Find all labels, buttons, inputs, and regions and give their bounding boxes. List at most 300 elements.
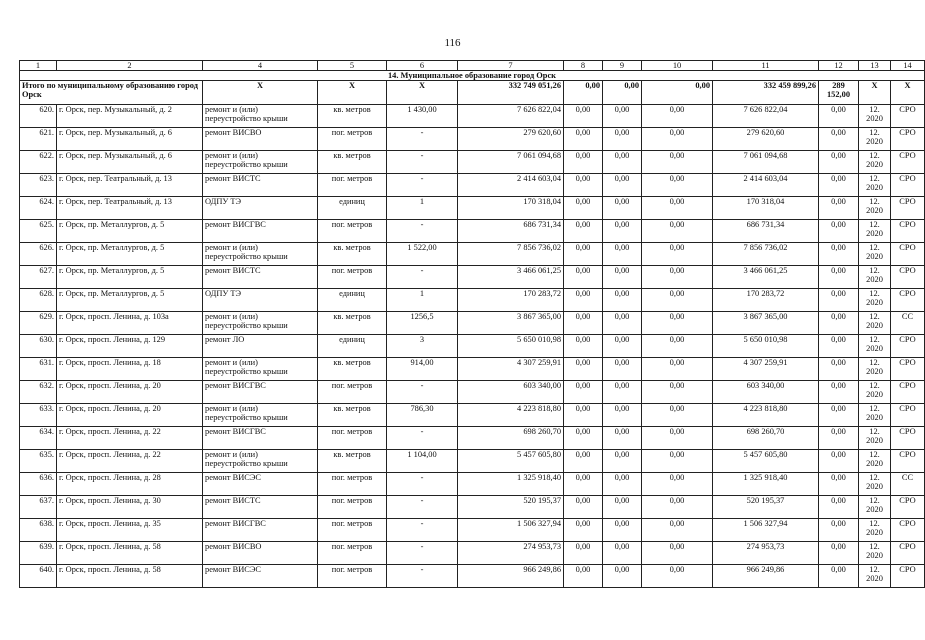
total-cell: X xyxy=(203,81,318,105)
unit-cell: кв. метров xyxy=(318,358,387,381)
work-type-cell: ремонт ВИСГВС xyxy=(203,220,318,243)
completion-date-cell: 12. 2020 xyxy=(859,404,891,427)
funding-cell: 0,00 xyxy=(564,450,603,473)
row-number: 623. xyxy=(20,174,57,197)
funding-cell: 0,00 xyxy=(603,151,642,174)
fund-cost-cell: 698 260,70 xyxy=(713,427,819,450)
table-row xyxy=(20,151,925,174)
total-cost-cell: 1 325 918,40 xyxy=(458,473,564,496)
column-number: 12 xyxy=(819,61,859,71)
total-cell: 332 459 899,26 xyxy=(713,81,819,105)
funding-cell: 0,00 xyxy=(642,174,713,197)
quantity-cell: 1256,5 xyxy=(387,312,458,335)
address-cell: г. Орск, просп. Ленина, д. 30 xyxy=(57,496,203,519)
completion-date-cell: 12. 2020 xyxy=(859,542,891,565)
fund-cost-cell: 1 506 327,94 xyxy=(713,519,819,542)
unit-cell: единиц xyxy=(318,289,387,312)
table-row xyxy=(20,381,925,404)
address-cell: г. Орск, просп. Ленина, д. 58 xyxy=(57,542,203,565)
funding-cell: 0,00 xyxy=(564,473,603,496)
fund-cost-cell: 4 223 818,80 xyxy=(713,404,819,427)
other-funding-cell: 0,00 xyxy=(819,266,859,289)
method-cell: СРО xyxy=(891,496,925,519)
row-number: 639. xyxy=(20,542,57,565)
row-number: 640. xyxy=(20,565,57,588)
unit-cell: единиц xyxy=(318,197,387,220)
funding-cell: 0,00 xyxy=(603,381,642,404)
other-funding-cell: 0,00 xyxy=(819,151,859,174)
fund-cost-cell: 170 318,04 xyxy=(713,197,819,220)
quantity-cell: 786,30 xyxy=(387,404,458,427)
row-number: 634. xyxy=(20,427,57,450)
fund-cost-cell: 3 466 061,25 xyxy=(713,266,819,289)
funding-cell: 0,00 xyxy=(603,335,642,358)
unit-cell: кв. метров xyxy=(318,312,387,335)
unit-cell: пог. метров xyxy=(318,128,387,151)
funding-cell: 0,00 xyxy=(564,496,603,519)
total-cost-cell: 4 223 818,80 xyxy=(458,404,564,427)
unit-cell: кв. метров xyxy=(318,404,387,427)
total-cost-cell: 2 414 603,04 xyxy=(458,174,564,197)
completion-date-cell: 12. 2020 xyxy=(859,358,891,381)
work-type-cell: ремонт и (или) переустройство крыши xyxy=(203,358,318,381)
method-cell: СРО xyxy=(891,174,925,197)
other-funding-cell: 0,00 xyxy=(819,289,859,312)
address-cell: г. Орск, просп. Ленина, д. 58 xyxy=(57,565,203,588)
completion-date-cell: 12. 2020 xyxy=(859,519,891,542)
address-cell: г. Орск, пер. Музыкальный, д. 6 xyxy=(57,128,203,151)
fund-cost-cell: 274 953,73 xyxy=(713,542,819,565)
completion-date-cell: 12. 2020 xyxy=(859,565,891,588)
funding-cell: 0,00 xyxy=(642,266,713,289)
unit-cell: кв. метров xyxy=(318,151,387,174)
quantity-cell: - xyxy=(387,174,458,197)
funding-cell: 0,00 xyxy=(642,197,713,220)
completion-date-cell: 12. 2020 xyxy=(859,473,891,496)
table-row xyxy=(20,105,925,128)
funding-cell: 0,00 xyxy=(642,220,713,243)
funding-cell: 0,00 xyxy=(564,197,603,220)
funding-cell: 0,00 xyxy=(564,220,603,243)
table-row xyxy=(20,220,925,243)
quantity-cell: 914,00 xyxy=(387,358,458,381)
column-number: 13 xyxy=(859,61,891,71)
method-cell: СРО xyxy=(891,358,925,381)
table-row xyxy=(20,289,925,312)
total-cost-cell: 1 506 327,94 xyxy=(458,519,564,542)
funding-cell: 0,00 xyxy=(603,289,642,312)
table-row xyxy=(20,427,925,450)
column-number: 5 xyxy=(318,61,387,71)
address-cell: г. Орск, пер. Театральный, д. 13 xyxy=(57,174,203,197)
completion-date-cell: 12. 2020 xyxy=(859,266,891,289)
work-type-cell: ремонт и (или) переустройство крыши xyxy=(203,312,318,335)
method-cell: СС xyxy=(891,473,925,496)
funding-cell: 0,00 xyxy=(603,496,642,519)
fund-cost-cell: 966 249,86 xyxy=(713,565,819,588)
funding-cell: 0,00 xyxy=(642,358,713,381)
total-cost-cell: 7 856 736,02 xyxy=(458,243,564,266)
method-cell: СРО xyxy=(891,105,925,128)
row-number: 631. xyxy=(20,358,57,381)
work-type-cell: ОДПУ ТЭ xyxy=(203,289,318,312)
address-cell: г. Орск, просп. Ленина, д. 22 xyxy=(57,427,203,450)
row-number: 621. xyxy=(20,128,57,151)
section-title: 14. Муниципальное образование город Орск xyxy=(20,71,925,81)
funding-cell: 0,00 xyxy=(603,542,642,565)
table-row xyxy=(20,542,925,565)
funding-cell: 0,00 xyxy=(603,565,642,588)
work-type-cell: ремонт ВИСГВС xyxy=(203,519,318,542)
column-number: 2 xyxy=(57,61,203,71)
work-type-cell: ремонт ВИСВО xyxy=(203,542,318,565)
table-row xyxy=(20,243,925,266)
funding-cell: 0,00 xyxy=(642,542,713,565)
funding-cell: 0,00 xyxy=(564,243,603,266)
funding-cell: 0,00 xyxy=(642,519,713,542)
row-number: 628. xyxy=(20,289,57,312)
funding-cell: 0,00 xyxy=(642,381,713,404)
quantity-cell: 1 xyxy=(387,289,458,312)
column-number: 14 xyxy=(891,61,925,71)
total-cost-cell: 966 249,86 xyxy=(458,565,564,588)
completion-date-cell: 12. 2020 xyxy=(859,496,891,519)
funding-cell: 0,00 xyxy=(642,404,713,427)
address-cell: г. Орск, просп. Ленина, д. 103а xyxy=(57,312,203,335)
row-number: 638. xyxy=(20,519,57,542)
column-number: 10 xyxy=(642,61,713,71)
quantity-cell: 1 522,00 xyxy=(387,243,458,266)
page-number: 116 xyxy=(444,37,461,49)
method-cell: СРО xyxy=(891,289,925,312)
other-funding-cell: 0,00 xyxy=(819,450,859,473)
funding-cell: 0,00 xyxy=(564,335,603,358)
funding-cell: 0,00 xyxy=(564,128,603,151)
fund-cost-cell: 1 325 918,40 xyxy=(713,473,819,496)
funding-cell: 0,00 xyxy=(603,358,642,381)
table-row xyxy=(20,197,925,220)
work-type-cell: ремонт и (или) переустройство крыши xyxy=(203,151,318,174)
completion-date-cell: 12. 2020 xyxy=(859,450,891,473)
column-number-row xyxy=(20,61,925,71)
completion-date-cell: 12. 2020 xyxy=(859,335,891,358)
row-number: 633. xyxy=(20,404,57,427)
method-cell: СРО xyxy=(891,519,925,542)
other-funding-cell: 0,00 xyxy=(819,496,859,519)
completion-date-cell: 12. 2020 xyxy=(859,105,891,128)
funding-cell: 0,00 xyxy=(564,289,603,312)
address-cell: г. Орск, пр. Металлургов, д. 5 xyxy=(57,243,203,266)
row-number: 624. xyxy=(20,197,57,220)
row-number: 625. xyxy=(20,220,57,243)
funding-cell: 0,00 xyxy=(603,404,642,427)
fund-cost-cell: 2 414 603,04 xyxy=(713,174,819,197)
quantity-cell: - xyxy=(387,519,458,542)
address-cell: г. Орск, пр. Металлургов, д. 5 xyxy=(57,220,203,243)
fund-cost-cell: 279 620,60 xyxy=(713,128,819,151)
table-row xyxy=(20,128,925,151)
funding-cell: 0,00 xyxy=(642,335,713,358)
funding-cell: 0,00 xyxy=(642,496,713,519)
unit-cell: единиц xyxy=(318,335,387,358)
work-type-cell: ОДПУ ТЭ xyxy=(203,197,318,220)
funding-cell: 0,00 xyxy=(642,565,713,588)
total-cost-cell: 3 867 365,00 xyxy=(458,312,564,335)
row-number: 629. xyxy=(20,312,57,335)
work-type-cell: ремонт ВИСГВС xyxy=(203,381,318,404)
address-cell: г. Орск, просп. Ленина, д. 20 xyxy=(57,404,203,427)
other-funding-cell: 0,00 xyxy=(819,128,859,151)
total-cost-cell: 698 260,70 xyxy=(458,427,564,450)
row-number: 627. xyxy=(20,266,57,289)
funding-cell: 0,00 xyxy=(603,473,642,496)
table-row xyxy=(20,335,925,358)
unit-cell: пог. метров xyxy=(318,565,387,588)
funding-cell: 0,00 xyxy=(564,565,603,588)
address-cell: г. Орск, просп. Ленина, д. 22 xyxy=(57,450,203,473)
funding-cell: 0,00 xyxy=(564,381,603,404)
funding-cell: 0,00 xyxy=(603,243,642,266)
funding-cell: 0,00 xyxy=(564,312,603,335)
other-funding-cell: 0,00 xyxy=(819,220,859,243)
work-type-cell: ремонт ВИСЭС xyxy=(203,565,318,588)
total-label: Итого по муниципальному образованию город Орск xyxy=(20,81,203,105)
total-cell: X xyxy=(859,81,891,105)
total-cell: X xyxy=(891,81,925,105)
total-cost-cell: 170 318,04 xyxy=(458,197,564,220)
funding-cell: 0,00 xyxy=(564,519,603,542)
address-cell: г. Орск, пер. Театральный, д. 13 xyxy=(57,197,203,220)
quantity-cell: 3 xyxy=(387,335,458,358)
completion-date-cell: 12. 2020 xyxy=(859,312,891,335)
unit-cell: пог. метров xyxy=(318,519,387,542)
funding-cell: 0,00 xyxy=(642,243,713,266)
total-cell: 0,00 xyxy=(564,81,603,105)
quantity-cell: - xyxy=(387,381,458,404)
unit-cell: пог. метров xyxy=(318,220,387,243)
table-row xyxy=(20,266,925,289)
table-row xyxy=(20,473,925,496)
other-funding-cell: 0,00 xyxy=(819,312,859,335)
funding-cell: 0,00 xyxy=(603,427,642,450)
unit-cell: кв. метров xyxy=(318,243,387,266)
method-cell: СРО xyxy=(891,151,925,174)
fund-cost-cell: 3 867 365,00 xyxy=(713,312,819,335)
funding-cell: 0,00 xyxy=(603,105,642,128)
column-number: 7 xyxy=(458,61,564,71)
quantity-cell: - xyxy=(387,128,458,151)
completion-date-cell: 12. 2020 xyxy=(859,197,891,220)
address-cell: г. Орск, просп. Ленина, д. 18 xyxy=(57,358,203,381)
quantity-cell: - xyxy=(387,496,458,519)
funding-cell: 0,00 xyxy=(603,197,642,220)
column-number: 6 xyxy=(387,61,458,71)
completion-date-cell: 12. 2020 xyxy=(859,381,891,404)
funding-cell: 0,00 xyxy=(642,427,713,450)
work-type-cell: ремонт и (или) переустройство крыши xyxy=(203,450,318,473)
fund-cost-cell: 7 061 094,68 xyxy=(713,151,819,174)
column-number: 4 xyxy=(203,61,318,71)
method-cell: СРО xyxy=(891,220,925,243)
fund-cost-cell: 520 195,37 xyxy=(713,496,819,519)
funding-cell: 0,00 xyxy=(564,358,603,381)
funding-cell: 0,00 xyxy=(564,427,603,450)
address-cell: г. Орск, просп. Ленина, д. 28 xyxy=(57,473,203,496)
total-cost-cell: 3 466 061,25 xyxy=(458,266,564,289)
address-cell: г. Орск, пер. Музыкальный, д. 6 xyxy=(57,151,203,174)
total-cost-cell: 603 340,00 xyxy=(458,381,564,404)
funding-cell: 0,00 xyxy=(564,266,603,289)
unit-cell: пог. метров xyxy=(318,174,387,197)
table-row xyxy=(20,404,925,427)
funding-cell: 0,00 xyxy=(642,128,713,151)
unit-cell: пог. метров xyxy=(318,427,387,450)
total-cell: X xyxy=(387,81,458,105)
row-number: 626. xyxy=(20,243,57,266)
method-cell: СРО xyxy=(891,542,925,565)
method-cell: СРО xyxy=(891,197,925,220)
funding-cell: 0,00 xyxy=(642,151,713,174)
unit-cell: пог. метров xyxy=(318,381,387,404)
address-cell: г. Орск, просп. Ленина, д. 129 xyxy=(57,335,203,358)
work-type-cell: ремонт ВИСГВС xyxy=(203,427,318,450)
method-cell: СРО xyxy=(891,450,925,473)
work-type-cell: ремонт ВИСТС xyxy=(203,174,318,197)
work-type-cell: ремонт и (или) переустройство крыши xyxy=(203,404,318,427)
other-funding-cell: 0,00 xyxy=(819,243,859,266)
total-cost-cell: 7 061 094,68 xyxy=(458,151,564,174)
work-type-cell: ремонт ВИСЭС xyxy=(203,473,318,496)
row-number: 635. xyxy=(20,450,57,473)
funding-cell: 0,00 xyxy=(642,312,713,335)
table-row xyxy=(20,450,925,473)
funding-cell: 0,00 xyxy=(603,128,642,151)
other-funding-cell: 0,00 xyxy=(819,105,859,128)
other-funding-cell: 0,00 xyxy=(819,358,859,381)
funding-cell: 0,00 xyxy=(603,519,642,542)
funding-cell: 0,00 xyxy=(564,404,603,427)
completion-date-cell: 12. 2020 xyxy=(859,151,891,174)
method-cell: СРО xyxy=(891,266,925,289)
fund-cost-cell: 686 731,34 xyxy=(713,220,819,243)
unit-cell: пог. метров xyxy=(318,266,387,289)
other-funding-cell: 0,00 xyxy=(819,174,859,197)
unit-cell: пог. метров xyxy=(318,542,387,565)
completion-date-cell: 12. 2020 xyxy=(859,243,891,266)
completion-date-cell: 12. 2020 xyxy=(859,174,891,197)
quantity-cell: - xyxy=(387,266,458,289)
total-cost-cell: 170 283,72 xyxy=(458,289,564,312)
total-cost-cell: 279 620,60 xyxy=(458,128,564,151)
work-type-cell: ремонт и (или) переустройство крыши xyxy=(203,243,318,266)
quantity-cell: - xyxy=(387,151,458,174)
funding-cell: 0,00 xyxy=(603,312,642,335)
method-cell: СРО xyxy=(891,565,925,588)
column-number: 8 xyxy=(564,61,603,71)
total-cost-cell: 686 731,34 xyxy=(458,220,564,243)
table-row xyxy=(20,496,925,519)
fund-cost-cell: 5 650 010,98 xyxy=(713,335,819,358)
funding-cell: 0,00 xyxy=(642,289,713,312)
other-funding-cell: 0,00 xyxy=(819,473,859,496)
funding-cell: 0,00 xyxy=(603,220,642,243)
column-number: 1 xyxy=(20,61,57,71)
work-type-cell: ремонт ВИСТС xyxy=(203,266,318,289)
other-funding-cell: 0,00 xyxy=(819,427,859,450)
address-cell: г. Орск, пр. Металлургов, д. 5 xyxy=(57,266,203,289)
funding-cell: 0,00 xyxy=(564,542,603,565)
row-number: 632. xyxy=(20,381,57,404)
other-funding-cell: 0,00 xyxy=(819,404,859,427)
other-funding-cell: 0,00 xyxy=(819,381,859,404)
funding-cell: 0,00 xyxy=(564,151,603,174)
completion-date-cell: 12. 2020 xyxy=(859,289,891,312)
work-type-cell: ремонт ЛО xyxy=(203,335,318,358)
total-cost-cell: 4 307 259,91 xyxy=(458,358,564,381)
table-row xyxy=(20,565,925,588)
other-funding-cell: 0,00 xyxy=(819,565,859,588)
row-number: 622. xyxy=(20,151,57,174)
quantity-cell: - xyxy=(387,565,458,588)
row-number: 630. xyxy=(20,335,57,358)
quantity-cell: 1 430,00 xyxy=(387,105,458,128)
fund-cost-cell: 4 307 259,91 xyxy=(713,358,819,381)
funding-cell: 0,00 xyxy=(642,450,713,473)
work-type-cell: ремонт ВИСВО xyxy=(203,128,318,151)
funding-cell: 0,00 xyxy=(603,450,642,473)
funding-cell: 0,00 xyxy=(642,105,713,128)
fund-cost-cell: 5 457 605,80 xyxy=(713,450,819,473)
unit-cell: кв. метров xyxy=(318,450,387,473)
total-cost-cell: 7 626 822,04 xyxy=(458,105,564,128)
method-cell: СС xyxy=(891,312,925,335)
total-cell: 0,00 xyxy=(603,81,642,105)
completion-date-cell: 12. 2020 xyxy=(859,220,891,243)
unit-cell: кв. метров xyxy=(318,105,387,128)
completion-date-cell: 12. 2020 xyxy=(859,128,891,151)
total-cost-cell: 274 953,73 xyxy=(458,542,564,565)
quantity-cell: - xyxy=(387,427,458,450)
row-number: 636. xyxy=(20,473,57,496)
table-row xyxy=(20,312,925,335)
address-cell: г. Орск, пр. Металлургов, д. 5 xyxy=(57,289,203,312)
funding-cell: 0,00 xyxy=(564,174,603,197)
method-cell: СРО xyxy=(891,243,925,266)
funding-cell: 0,00 xyxy=(603,174,642,197)
total-row xyxy=(20,81,925,105)
method-cell: СРО xyxy=(891,381,925,404)
table-row xyxy=(20,174,925,197)
table-row xyxy=(20,358,925,381)
quantity-cell: 1 xyxy=(387,197,458,220)
fund-cost-cell: 603 340,00 xyxy=(713,381,819,404)
quantity-cell: - xyxy=(387,542,458,565)
other-funding-cell: 0,00 xyxy=(819,335,859,358)
total-cell: 0,00 xyxy=(642,81,713,105)
row-number: 620. xyxy=(20,105,57,128)
unit-cell: пог. метров xyxy=(318,473,387,496)
other-funding-cell: 0,00 xyxy=(819,197,859,220)
address-cell: г. Орск, просп. Ленина, д. 20 xyxy=(57,381,203,404)
method-cell: СРО xyxy=(891,404,925,427)
column-number: 11 xyxy=(713,61,819,71)
method-cell: СРО xyxy=(891,128,925,151)
method-cell: СРО xyxy=(891,335,925,358)
repair-program-table xyxy=(19,60,925,588)
work-type-cell: ремонт и (или) переустройство крыши xyxy=(203,105,318,128)
quantity-cell: - xyxy=(387,473,458,496)
unit-cell: пог. метров xyxy=(318,496,387,519)
